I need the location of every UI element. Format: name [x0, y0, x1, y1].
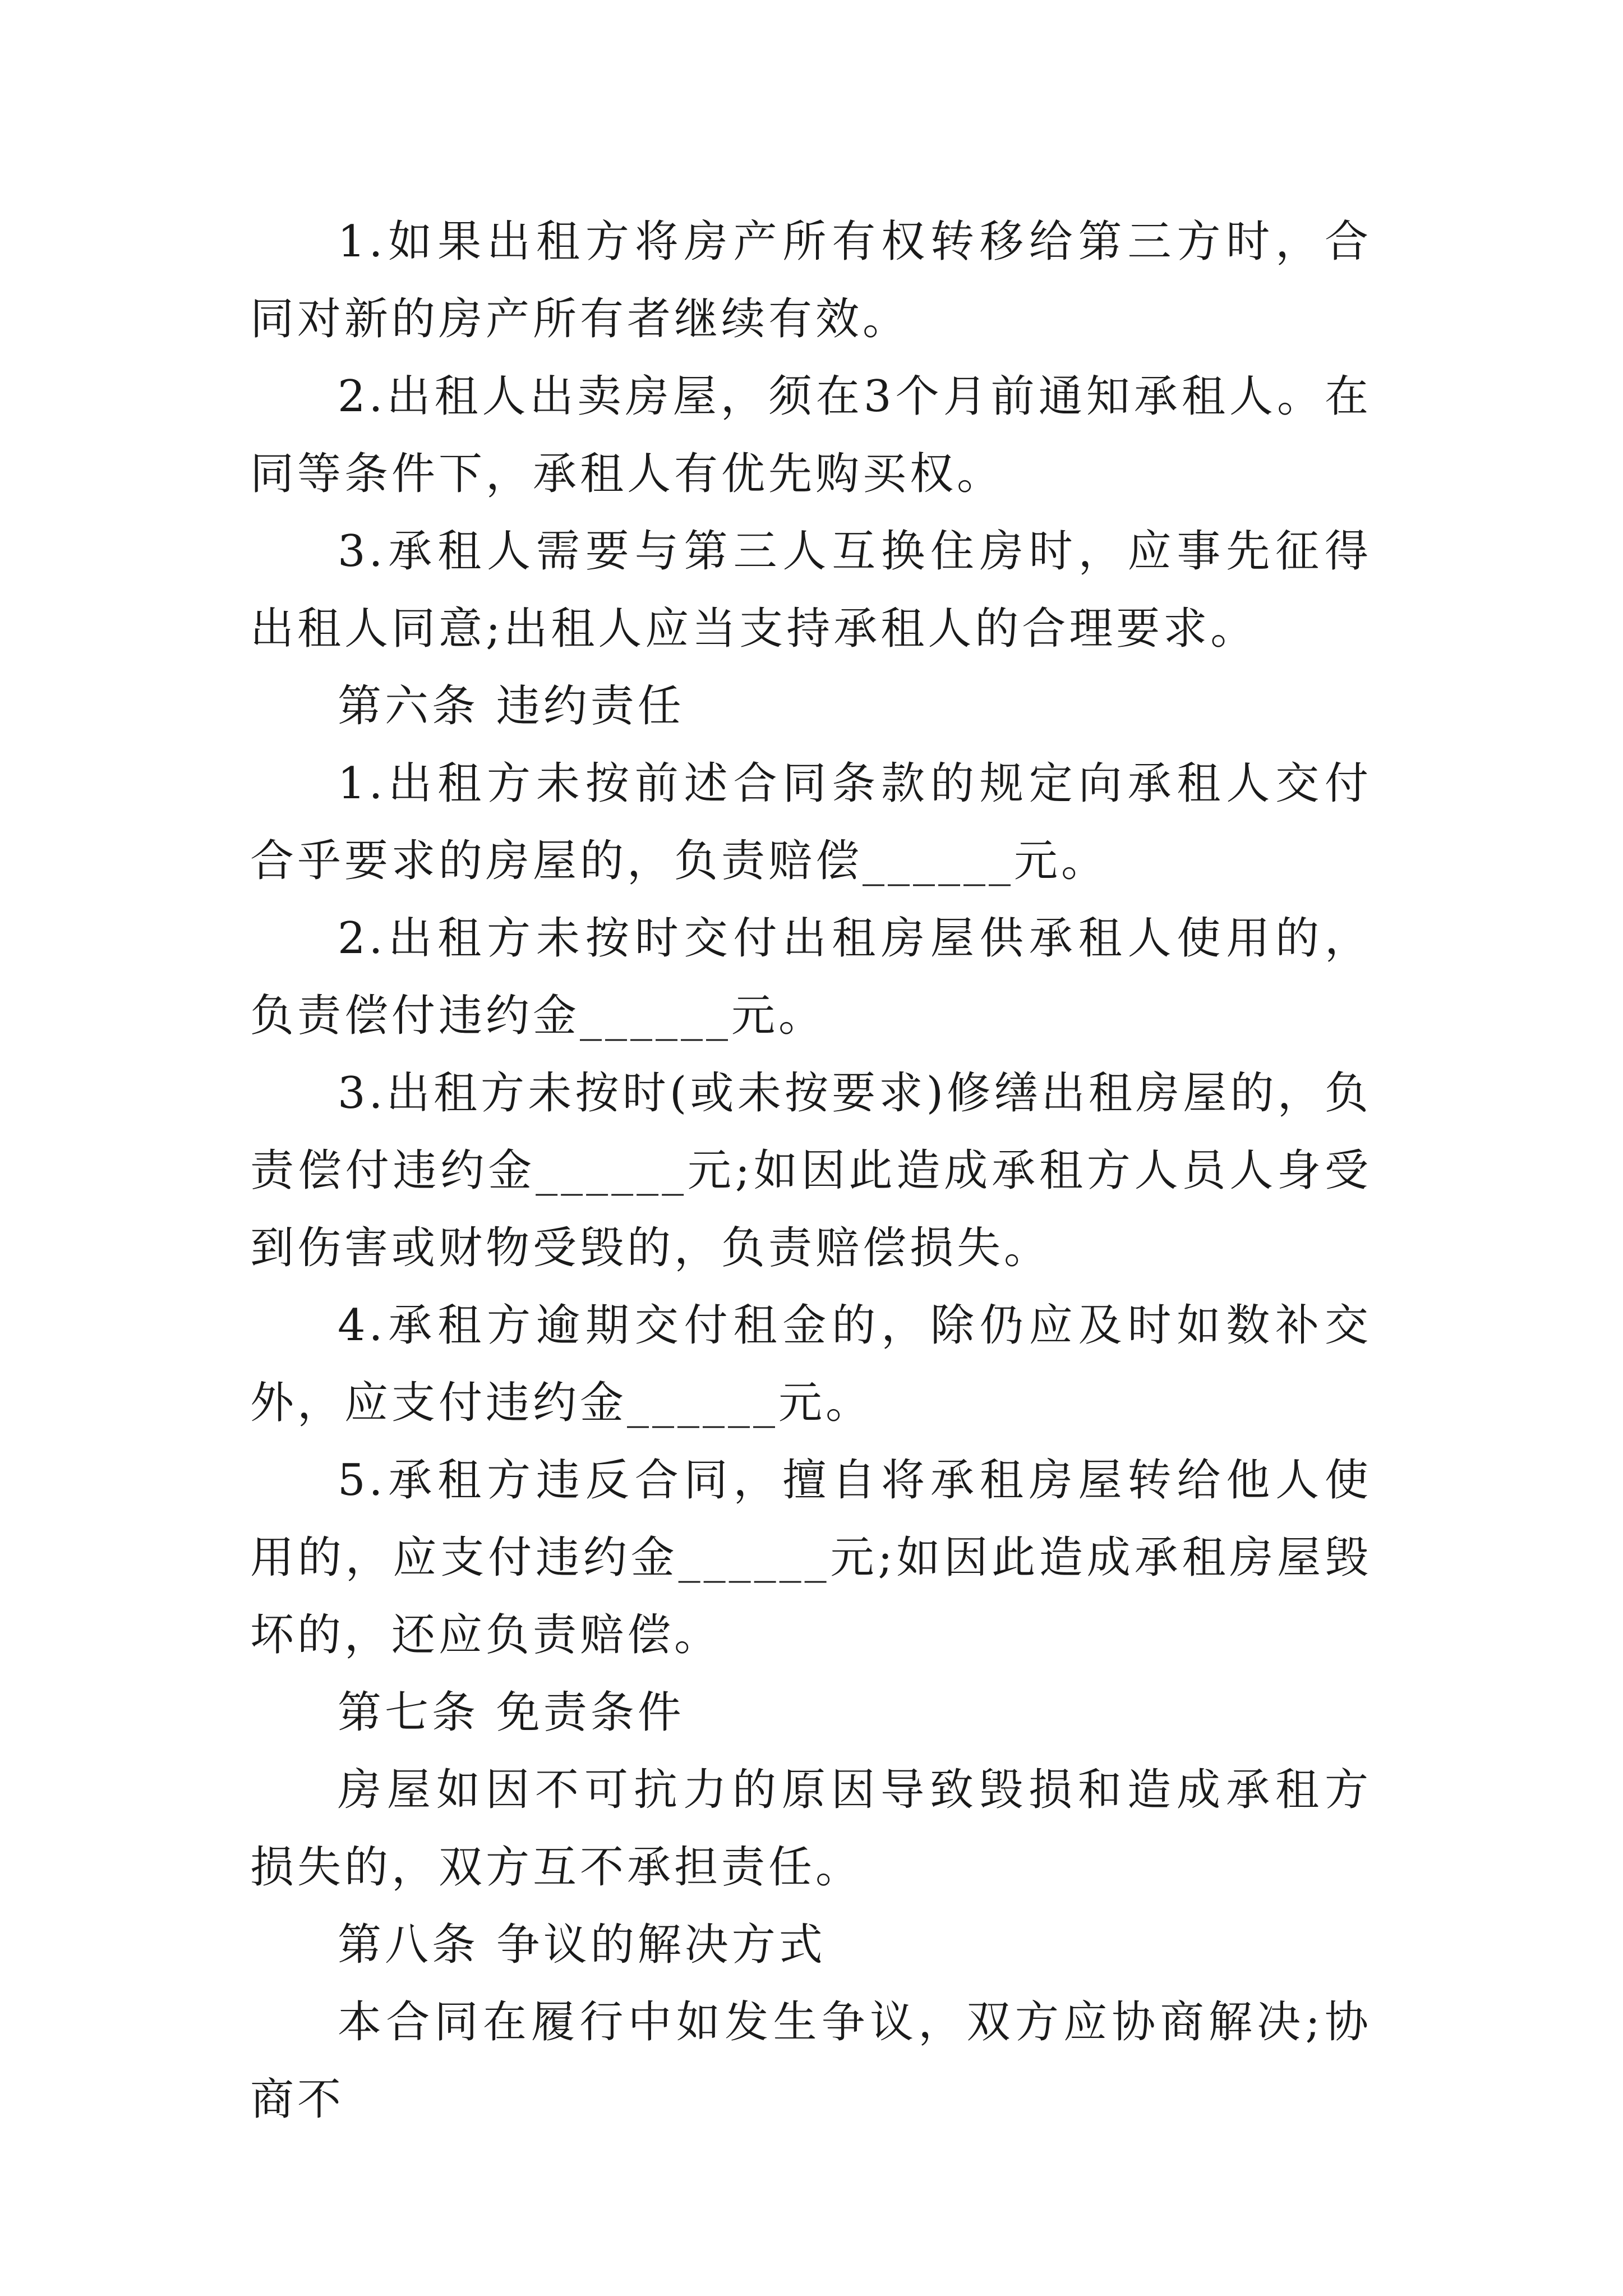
clause-paragraph: 3.出租方未按时(或未按要求)修缮出租房屋的，负责偿付违约金______元;如因此造成承租方人员人身受到伤害或财物受毁的，负责赔偿损失。 — [250, 1068, 1372, 1273]
article-heading: 第七条 免责条件 — [338, 1687, 685, 1738]
clause-paragraph: 2.出租方未按时交付出租房屋供承租人使用的，负责偿付违约金______元。 — [250, 913, 1372, 1041]
clause-paragraph: 2.出租人出卖房屋，须在3个月前通知承租人。在同等条件下，承租人有优先购买权。 — [250, 371, 1372, 499]
clause-paragraph: 5.承租方违反合同，擅自将承租房屋转给他人使用的，应支付违约金______元;如因此造成承租房屋毁坏的，还应负责赔偿。 — [250, 1455, 1372, 1660]
article-heading: 第六条 违约责任 — [338, 681, 685, 731]
clause-paragraph: 3.承租人需要与第三人互换住房时，应事先征得出租人同意;出租人应当支持承租人的合理要求。 — [250, 526, 1372, 654]
clause-paragraph: 1.出租方未按前述合同条款的规定向承租人交付合乎要求的房屋的，负责赔偿______元。 — [250, 758, 1372, 886]
clause-paragraph: 房屋如因不可抗力的原因导致毁损和造成承租方损失的，双方互不承担责任。 — [250, 1765, 1372, 1893]
clause-paragraph: 本合同在履行中如发生争议，双方应协商解决;协商不 — [250, 1997, 1372, 2125]
clause-paragraph: 4.承租方逾期交付租金的，除仍应及时如数补交外，应支付违约金______元。 — [250, 1300, 1372, 1428]
document-body — [250, 203, 1372, 2138]
article-heading: 第八条 争议的解决方式 — [338, 1920, 826, 1970]
clause-paragraph: 1.如果出租方将房产所有权转移给第三方时，合同对新的房产所有者继续有效。 — [250, 217, 1372, 344]
